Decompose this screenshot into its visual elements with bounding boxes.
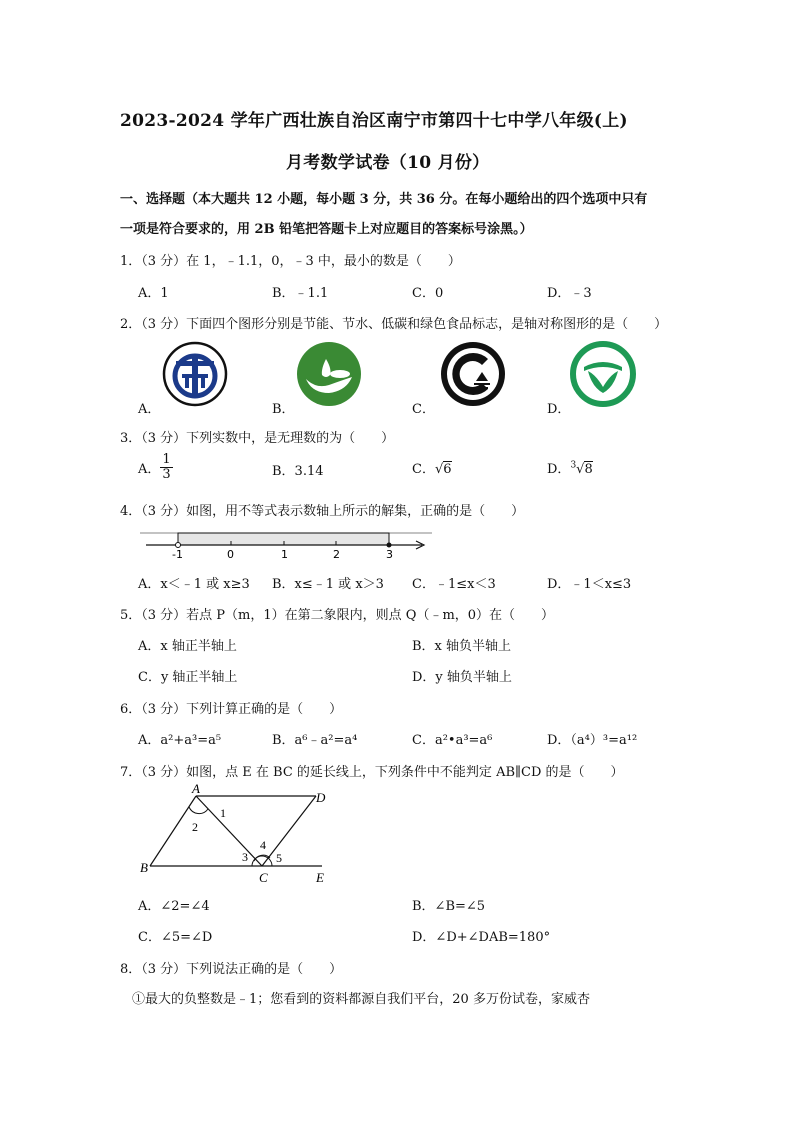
option-a-label: A． xyxy=(138,462,161,477)
question-5-stem: 5．（3 分）若点 P（m，1）在第二象限内，则点 Q（﹣m，0）在（ ） xyxy=(120,608,555,623)
question-8-item-1: ①最大的负整数是﹣1；您看到的资料都源自我们平台，20 多万份试卷，家威杏 xyxy=(132,992,590,1007)
option-c-label: C． xyxy=(412,462,435,477)
sqrt-radicand: 6 xyxy=(443,462,452,477)
question-5-option-c: C．y 轴正半轴上 xyxy=(138,670,238,685)
section-header-line1: 一、选择题（本大题共 12 小题，每小题 3 分，共 36 分。在每小题给出的四个选项中只有 xyxy=(120,192,648,207)
point-b-label: B xyxy=(140,860,148,875)
axis-tick-3: 3 xyxy=(386,548,393,561)
question-3-option-d xyxy=(547,458,593,477)
question-6-option-a: A．a²+a³=a⁵ xyxy=(138,733,222,748)
question-5-option-d: D．y 轴负半轴上 xyxy=(412,670,512,685)
axis-tick-1: 1 xyxy=(281,548,288,561)
question-1-option-c: C．0 xyxy=(412,286,444,301)
question-4-option-b: B．x≤﹣1 或 x＞3 xyxy=(272,577,384,592)
angle-1-label: 1 xyxy=(220,806,226,820)
question-7-option-d: D．∠D+∠DAB=180° xyxy=(412,930,551,945)
fraction-one-third xyxy=(160,453,172,482)
question-5-option-b: B．x 轴负半轴上 xyxy=(412,639,512,654)
angle-3-label: 3 xyxy=(242,850,248,864)
question-7-option-c: C．∠5=∠D xyxy=(138,930,213,945)
question-3-option-c xyxy=(412,458,452,477)
point-a-label: A xyxy=(192,782,200,796)
option-d-label: D． xyxy=(547,462,571,477)
question-5-option-a: A．x 轴正半轴上 xyxy=(138,639,237,654)
point-e-label: E xyxy=(316,870,324,885)
question-8-stem: 8．（3 分）下列说法正确的是（ ） xyxy=(120,962,343,977)
axis-tick-2: 2 xyxy=(333,548,340,561)
question-1-option-d: D．﹣3 xyxy=(547,286,592,301)
question-6-option-d: D．（a⁴）³=a¹² xyxy=(547,733,638,748)
point-c-label: C xyxy=(259,870,268,885)
point-d-label: D xyxy=(316,790,326,805)
logo-low-carbon-icon xyxy=(440,341,506,411)
number-line-figure xyxy=(140,527,432,567)
angle-4-label: 4 xyxy=(260,838,266,852)
sqrt-sign-icon: √ xyxy=(434,462,444,477)
question-7-option-a: A．∠2=∠4 xyxy=(138,899,210,914)
question-3-option-b: B．3.14 xyxy=(272,464,324,479)
paper-title-line2: 月考数学试卷（10 月份） xyxy=(286,153,490,173)
cube-root-sign-icon: √ xyxy=(576,462,585,477)
question-1-stem: 1．（3 分）在 1，﹣1.1，0，﹣3 中，最小的数是（ ） xyxy=(120,254,461,269)
cube-root-radicand: 8 xyxy=(584,462,593,477)
logo-green-food-icon xyxy=(570,341,636,411)
question-4-stem: 4．（3 分）如图，用不等式表示数轴上所示的解集，正确的是（ ） xyxy=(120,504,525,519)
question-2-stem: 2．（3 分）下面四个图形分别是节能、节水、低碳和绿色食品标志，是轴对称图形的是（ ） xyxy=(120,317,668,332)
question-4-option-d: D．﹣1＜x≤3 xyxy=(547,577,632,592)
question-7-option-b: B．∠B=∠5 xyxy=(412,899,486,914)
cube-root-index: 3 xyxy=(570,460,577,471)
question-4-option-a: A．x＜﹣1 或 x≥3 xyxy=(138,577,250,592)
question-1-option-a: A．1 xyxy=(138,286,169,301)
question-6-stem: 6．（3 分）下列计算正确的是（ ） xyxy=(120,702,343,717)
question-2-option-a: A． xyxy=(138,402,161,417)
logo-energy-saving-icon xyxy=(162,341,228,411)
question-6-option-b: B．a⁶﹣a²=a⁴ xyxy=(272,733,358,748)
question-3-option-a xyxy=(138,453,173,482)
question-2-option-d: D． xyxy=(547,402,571,417)
logo-water-saving-icon xyxy=(296,341,362,411)
axis-tick-0: 0 xyxy=(227,548,234,561)
angle-2-label: 2 xyxy=(192,820,198,834)
question-1-option-b: B．﹣1.1 xyxy=(272,286,329,301)
section-header-line2: 一项是符合要求的，用 2B 铅笔把答题卡上对应题目的答案标号涂黑。） xyxy=(120,222,533,237)
question-7-stem: 7．（3 分）如图，点 E 在 BC 的延长线上，下列条件中不能判定 AB∥CD 的是（ ） xyxy=(120,765,624,780)
parallelogram-figure xyxy=(136,782,336,892)
question-4-option-c: C．﹣1≤x＜3 xyxy=(412,577,496,592)
question-2-option-c: C． xyxy=(412,402,435,417)
paper-title-line1: 2023-2024 学年广西壮族自治区南宁市第四十七中学八年级(上) xyxy=(120,111,628,131)
fraction-numerator: 1 xyxy=(162,452,171,467)
angle-5-label: 5 xyxy=(276,851,282,865)
question-2-option-b: B． xyxy=(272,402,295,417)
question-3-stem: 3．（3 分）下列实数中，是无理数的为（ ） xyxy=(120,431,395,446)
fraction-denominator: 3 xyxy=(162,467,171,482)
question-6-option-c: C．a²•a³=a⁶ xyxy=(412,733,493,748)
axis-tick-neg1: -1 xyxy=(172,548,183,561)
